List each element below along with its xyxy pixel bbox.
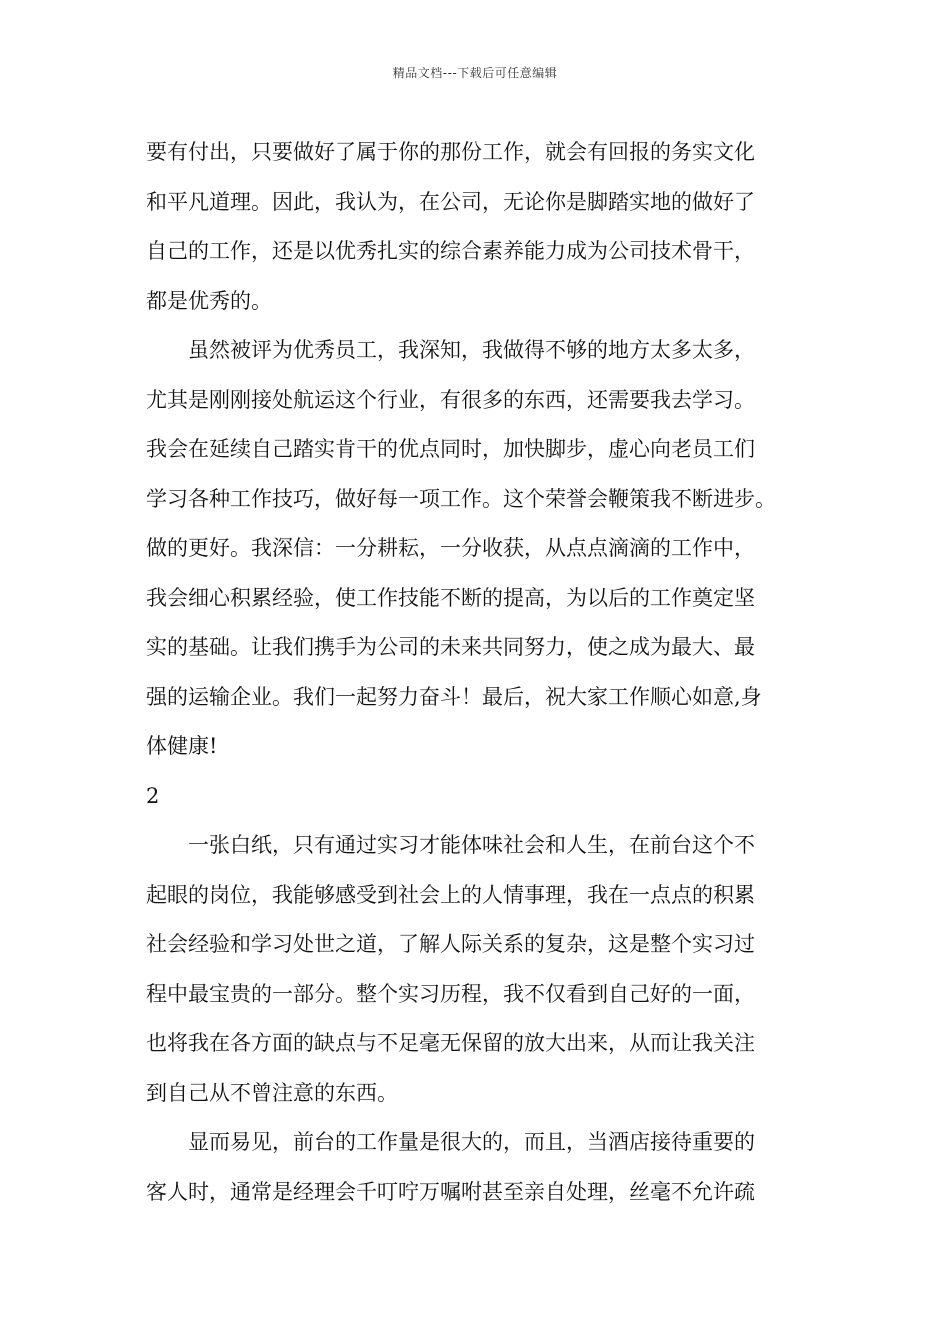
text-line: 程中最宝贵的一部分。整个实习历程，我不仅看到自己好的一面， [146,981,755,1006]
section-number: 2 [146,783,160,808]
page-header: 精品文档---下载后可任意编辑 [392,66,558,80]
text-line: 和平凡道理。因此，我认为，在公司，无论你是脚踏实地的做好了 [146,189,755,214]
text-line: 我会在延续自己踏实肯干的优点同时，加快脚步，虚心向老员工们 [146,437,755,461]
text-line: 也将我在各方面的缺点与不足毫无保留的放大出来，从而让我关注 [146,1031,755,1055]
text-line: 起眼的岗位，我能够感受到社会上的人情事理，我在一点点的积累 [146,882,755,907]
text-line: 要有付出，只要做好了属于你的那份工作，就会有回报的务实文化 [146,140,755,164]
document-body [146,128,836,1217]
text-line: 尤其是刚刚接处航运这个行业，有很多的东西，还需要我去学习。 [146,387,755,412]
text-line: 做的更好。我深信：一分耕耘，一分收获，从点点滴滴的工作中， [146,536,755,560]
text-line: 实的基础。让我们携手为公司的未来共同努力，使之成为最大、最 [146,635,755,659]
text-line: 自己的工作，还是以优秀扎实的综合素养能力成为公司技术骨干， [146,239,755,263]
text-line: 到自己从不曾注意的东西。 [146,1080,398,1105]
text-line: 学习各种工作技巧，做好每一项工作。这个荣誉会鞭策我不断进步。 [146,486,776,511]
text-line: 社会经验和学习处世之道，了解人际关系的复杂，这是整个实习过 [146,932,755,956]
paragraph-first-line: 一张白纸，只有通过实习才能体味社会和人生，在前台这个不 [188,833,755,857]
paragraph-first-line: 显而易见，前台的工作量是很大的，而且，当酒店接待重要的 [188,1130,755,1154]
text-line: 我会细心积累经验，使工作技能不断的提高，为以后的工作奠定坚 [146,585,755,610]
text-line: 都是优秀的。 [146,288,272,313]
text-line: 体健康! [146,734,218,758]
text-line: 客人时，通常是经理会千叮咛万嘱咐甚至亲自处理，丝毫不允许疏 [146,1179,755,1204]
text-line: 强的运输企业。我们一起努力奋斗！最后，祝大家工作顺心如意,身 [146,684,762,709]
paragraph-first-line: 虽然被评为优秀员工，我深知，我做得不够的地方太多太多， [188,338,755,362]
